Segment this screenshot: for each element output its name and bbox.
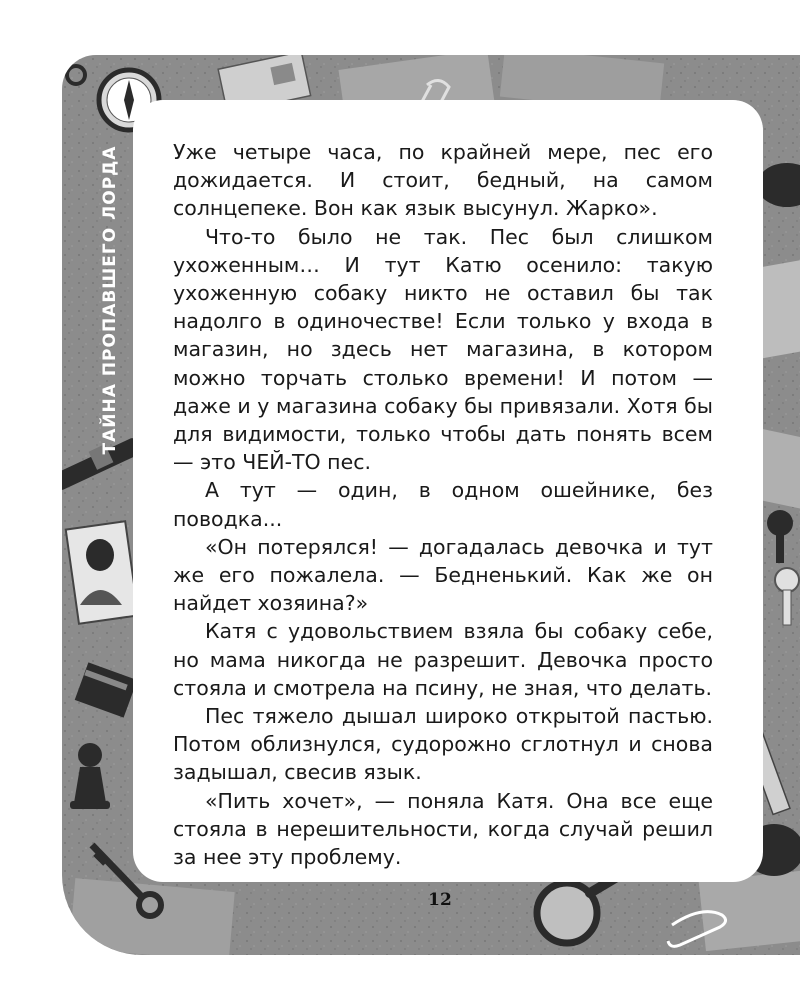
body-text xyxy=(173,138,713,871)
portrait-card-icon xyxy=(66,521,139,623)
paragraph: Катя с удовольствием взяла бы собаку себе, но мама никогда не разрешит. Девочка просто стояла и смотрела на псину, не зная, что делать. xyxy=(173,619,713,700)
page-number: 12 xyxy=(428,890,452,910)
paragraph: Уже четыре часа, по крайней мере, пес его дожидается. И стоит, бедный, на самом солнцепеке. Вон как язык высунул. Жарко». xyxy=(173,140,713,221)
paragraph: Пес тяжело дышал широко открытой пастью. Потом облизнулся, судорожно сглотнул и снова задышал, свесив язык. xyxy=(173,704,713,785)
running-title-text: ТАЙНА ПРОПАВШЕГО ЛОРДА xyxy=(100,145,120,455)
paragraph: Что-то было не так. Пес был слишком ухоженным… И тут Катю осенило: такую ухоженную собаку никто не оставил бы так надолго в одиночестве! Если только у входа в магазин, но здесь нет магазина, в котором можно торчать столько времени! И потом — даже и у магазина собаку бы привязали. Хотя бы для видимости, только чтобы дать понять всем — это ЧЕЙ-ТО пес. xyxy=(173,224,713,475)
paragraph: «Пить хочет», — поняла Катя. Она все еще стояла в нерешительности, когда случай решил за нее эту проблему. xyxy=(173,788,713,870)
paragraph: А тут — один, в одном ошейнике, без поводка... xyxy=(173,478,713,531)
paragraph: «Он потерялся! — догадалась девочка и тут же его пожалела. — Бедненький. Как же он найдет хозяина?» xyxy=(173,534,713,616)
